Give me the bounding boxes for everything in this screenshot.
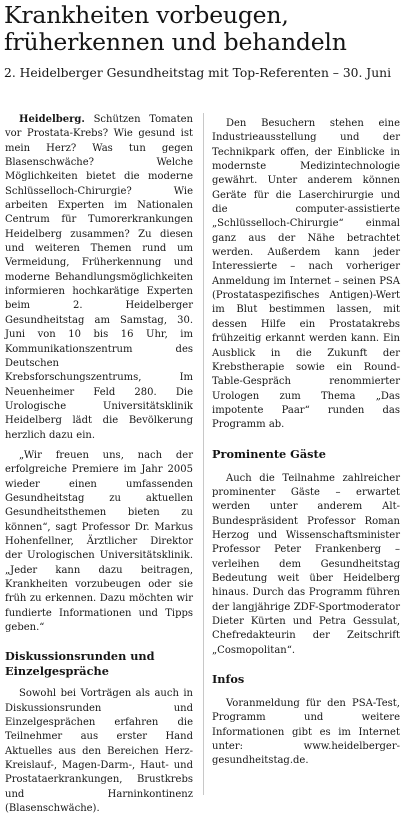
heading-discussions: Diskussionsrunden und Einzelgespräche	[5, 649, 155, 679]
intro-paragraph	[5, 113, 193, 443]
heading-info: Infos	[212, 672, 245, 687]
headline-line-1: Krankheiten vorbeugen,	[4, 1, 289, 29]
headline-line-2: früherkennen und behandeln	[4, 28, 347, 56]
guests-paragraph: Auch die Teilnahme zahlreicher prominenter Gäste – erwartet werden unter anderem Alt-Bundespräsident Professor Roman Herzog und Wissenschaftsminister Professor Peter Frankenberg – verleihen dem Gesundheitstag Bedeutung weit über Heidelberg hinaus. Durch das Programm führen der langjährige ZDF-Sportmoderator Dieter Kürten und Petra Gessulat, Chefredakteurin der Zeitschrift „Cosmopolitan“.	[212, 472, 400, 656]
quote-paragraph: „Wir freuen uns, nach der erfolgreiche Premiere im Jahr 2005 wieder einen umfassenden Gesundheitstag zu aktuellen Gesundheitsthemen bieten zu können“, sagt Professor Dr. Markus Hohenfellner, Ärztlicher Direktor der Urologischen Universitätsklinik. „Jeder kann dazu beitragen, Krankheiten vorzubeugen oder sie früh zu erkennen. Dazu möchten wir fundierte Informationen und Tipps geben.“	[5, 449, 193, 634]
exhibition-paragraph: Den Besuchern stehen eine Industrieausstellung und der Technikpark offen, der Einblicke in modernste Medizintechnologie gewährt. Unter anderem können Geräte für die Laserchirurgie und die computer-assistierte „Schlüsselloch-Chirurgie“ einmal ganz aus der Nähe betrachtet werden. Außerdem kann jeder Interessierte – nach vorheriger Anmeldung im Internet – seinen PSA (Prostataspezifisches Antigen)-Wert im Blut bestimmen lassen, mit dessen Hilfe ein Prostatakrebs frühzeitig erkannt werden kann. Ein Ausblick in die Zukunft der Krebstherapie sowie ein Round-Table-Gespräch renommierter Urologen zum Thema „Das impotente Paar“ runden das Programm ab.	[212, 118, 400, 431]
dateline: Heidelberg.	[19, 114, 85, 125]
info-paragraph: Voranmeldung für den PSA-Test, Programm und weitere Informationen gibt es im Internet unter: www.heidelberger-gesundheitstag.de.	[212, 698, 400, 767]
left-column	[5, 113, 193, 816]
intro-text: Schützen Tomaten vor Prostata-Krebs? Wie gesund ist mein Herz? Was tun gegen Blasenschwäche? Welche Möglichkeiten bietet die moderne Schlüsselloch-Chirurgie? Wie arbeiten Experten im Nationalen Centrum für Tumorerkrankungen Heidelberg zusammen? Zu diesen und weiteren Themen rund um Vermeidung, Früherkennung und moderne Behandlungsmöglichkeiten informieren hochkarätige Experten beim 2. Heidelberger Gesundheitstag am Samstag, 30. Juni von 10 bis 16 Uhr, im Kommunikationszentrum des Deutschen Krebsforschungszentrums, Im Neuenheimer Feld 280. Die Urologische Universitätsklinik Heidelberg lädt die Bevölkerung herzlich dazu ein.	[5, 114, 193, 441]
discussions-paragraph: Sowohl bei Vorträgen als auch in Diskussionsrunden und Einzelgesprächen erfahren die Teilnehmer aus erster Hand Aktuelles aus den Bereichen Herz-Kreislauf-, Magen-Darm-, Haut- und Prostataerkrankungen, Brustkrebs und Harninkontinenz (Blasenschwäche).	[5, 688, 193, 815]
headline	[4, 2, 404, 56]
subheadline: 2. Heidelberger Gesundheitstag mit Top-Referenten – 30. Juni	[4, 66, 392, 80]
right-column	[212, 117, 400, 769]
heading-guests: Prominente Gäste	[212, 446, 326, 461]
column-divider	[203, 113, 204, 795]
